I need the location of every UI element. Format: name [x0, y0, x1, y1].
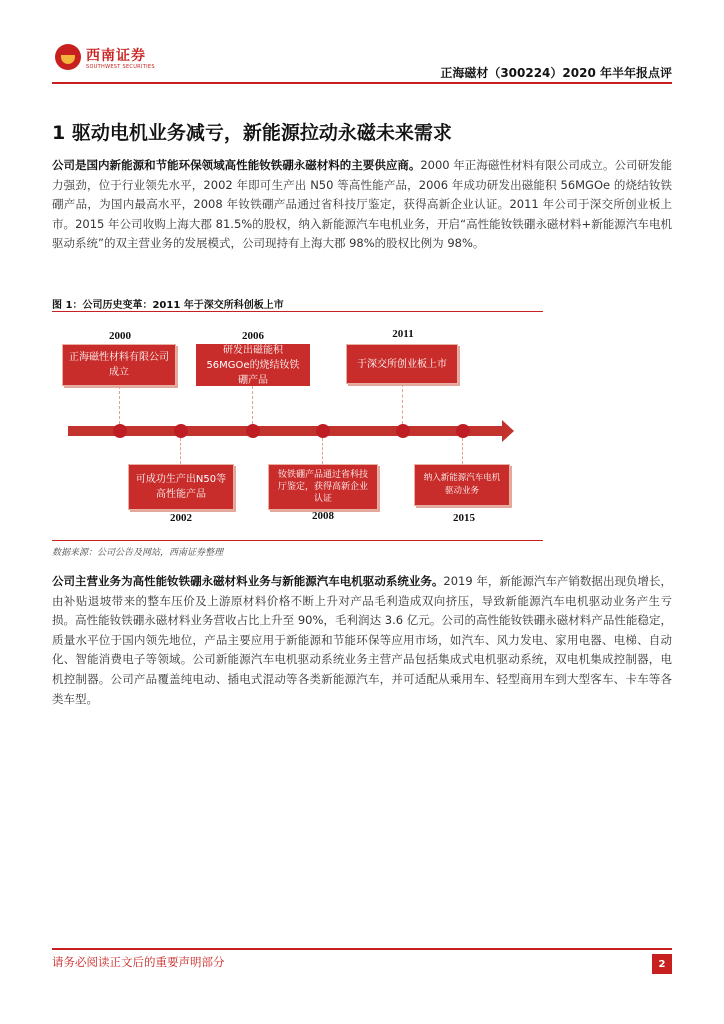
year-2006: 2006: [242, 330, 264, 342]
timeline-dot: [456, 424, 470, 438]
timeline-arrow-head: [502, 420, 514, 442]
page-number: 2: [652, 954, 672, 974]
year-2015: 2015: [453, 512, 475, 524]
connector-2002: [180, 438, 181, 464]
paragraph-2: [52, 572, 672, 709]
disclaimer-note: 请务必阅读正文后的重要声明部分: [52, 955, 225, 969]
year-2000: 2000: [109, 330, 131, 342]
figure-bottom-divider: [52, 540, 543, 541]
year-2002: 2002: [170, 512, 192, 524]
event-box-2002: 可成功生产出N50等高性能产品: [128, 464, 234, 510]
logo-cn-text: 西南证券: [86, 48, 146, 64]
connector-2011: [402, 384, 403, 424]
figure-label: 图 1：公司历史变革：2011 年于深交所科创板上市: [52, 300, 284, 311]
section-title: 1 驱动电机业务减亏，新能源拉动永磁未来需求: [52, 122, 452, 144]
year-2008: 2008: [312, 510, 334, 522]
timeline-axis: [68, 426, 502, 436]
report-title: 正海磁材（300224）2020 年半年报点评: [440, 66, 672, 80]
footer-divider: [52, 948, 672, 950]
paragraph-2-body: 2019 年，新能源汽车产销数据出现负增长，由补贴退坡带来的整车压价及上游原材料价格不断上升对产品毛利造成双向挤压，导致新能源汽车电机驱动业务产生亏损。高性能钕铁硼永磁材料业务营收占比上升至 90%，毛利润达 3.6 亿元。公司的高性能钕铁硼永磁材料产品性能稳定，质量水平位于国内领先地位，产品主要应用于新能源和节能环保等应用市场，如汽车、风力发电、家用电器、电梯、自动化、智能消费电子等领域。公司新能源汽车电机驱动系统业务主营产品包括集成式电机驱动系统，双电机集成控制器，电机控制器。公司产品覆盖纯电动、插电式混动等各类新能源汽车，并可适配从乘用车、轻型商用车到大型客车、卡车等各类车型。: [52, 574, 673, 706]
event-box-2000: 正海磁性材料有限公司成立: [62, 344, 176, 386]
timeline-dot: [396, 424, 410, 438]
paragraph-1: [52, 156, 672, 254]
paragraph-2-lead: 公司主营业务为高性能钕铁硼永磁材料业务与新能源汽车电机驱动系统业务。: [52, 574, 444, 588]
logo-en-text: SOUTHWEST SECURITIES: [86, 64, 155, 70]
event-box-2015: 纳入新能源汽车电机驱动业务: [414, 464, 510, 506]
connector-2006: [252, 386, 253, 424]
figure-top-divider: [52, 311, 543, 312]
timeline-dot: [246, 424, 260, 438]
paragraph-1-lead: 公司是国内新能源和节能环保领域高性能钕铁硼永磁材料的主要供应商。: [52, 158, 421, 172]
timeline-dot: [174, 424, 188, 438]
connector-2015: [462, 438, 463, 464]
connector-2000: [119, 386, 120, 424]
event-box-2008: 钕铁硼产品通过省科技厅鉴定，获得高新企业认证: [268, 464, 378, 510]
figure-source: 数据来源：公司公告及网站，西南证券整理: [52, 548, 224, 558]
event-box-2011: 于深交所创业板上市: [346, 344, 458, 384]
logo: [55, 44, 175, 76]
timeline-dot: [316, 424, 330, 438]
event-box-2006: 研发出磁能积56MGOe的烧结钕铁硼产品: [196, 344, 310, 386]
connector-2008: [322, 438, 323, 464]
year-2011: 2011: [392, 328, 414, 340]
logo-mark-icon: [55, 44, 81, 70]
paragraph-1-body: 2000 年正海磁性材料有限公司成立。公司研发能力强劲，位于行业领先水平，2002 年即可生产出 N50 等高性能产品，2006 年成功研发出磁能积 56MGOe 的烧结钕铁硼产品，为国内最高水平，2008 年钕铁硼产品通过省科技厅鉴定，获得高新企业认证。2011 年公司于深交所创业板上市。2015 年公司收购上海大郡 81.5%的股权，纳入新能源汽车电机业务，开启“高性能钕铁硼永磁材料+新能源汽车电机驱动系统”的双主营业务的发展模式，公司现持有上海大郡 98%的股权比例为 98%。: [52, 158, 672, 251]
header-divider: [52, 82, 672, 84]
timeline-dot: [113, 424, 127, 438]
